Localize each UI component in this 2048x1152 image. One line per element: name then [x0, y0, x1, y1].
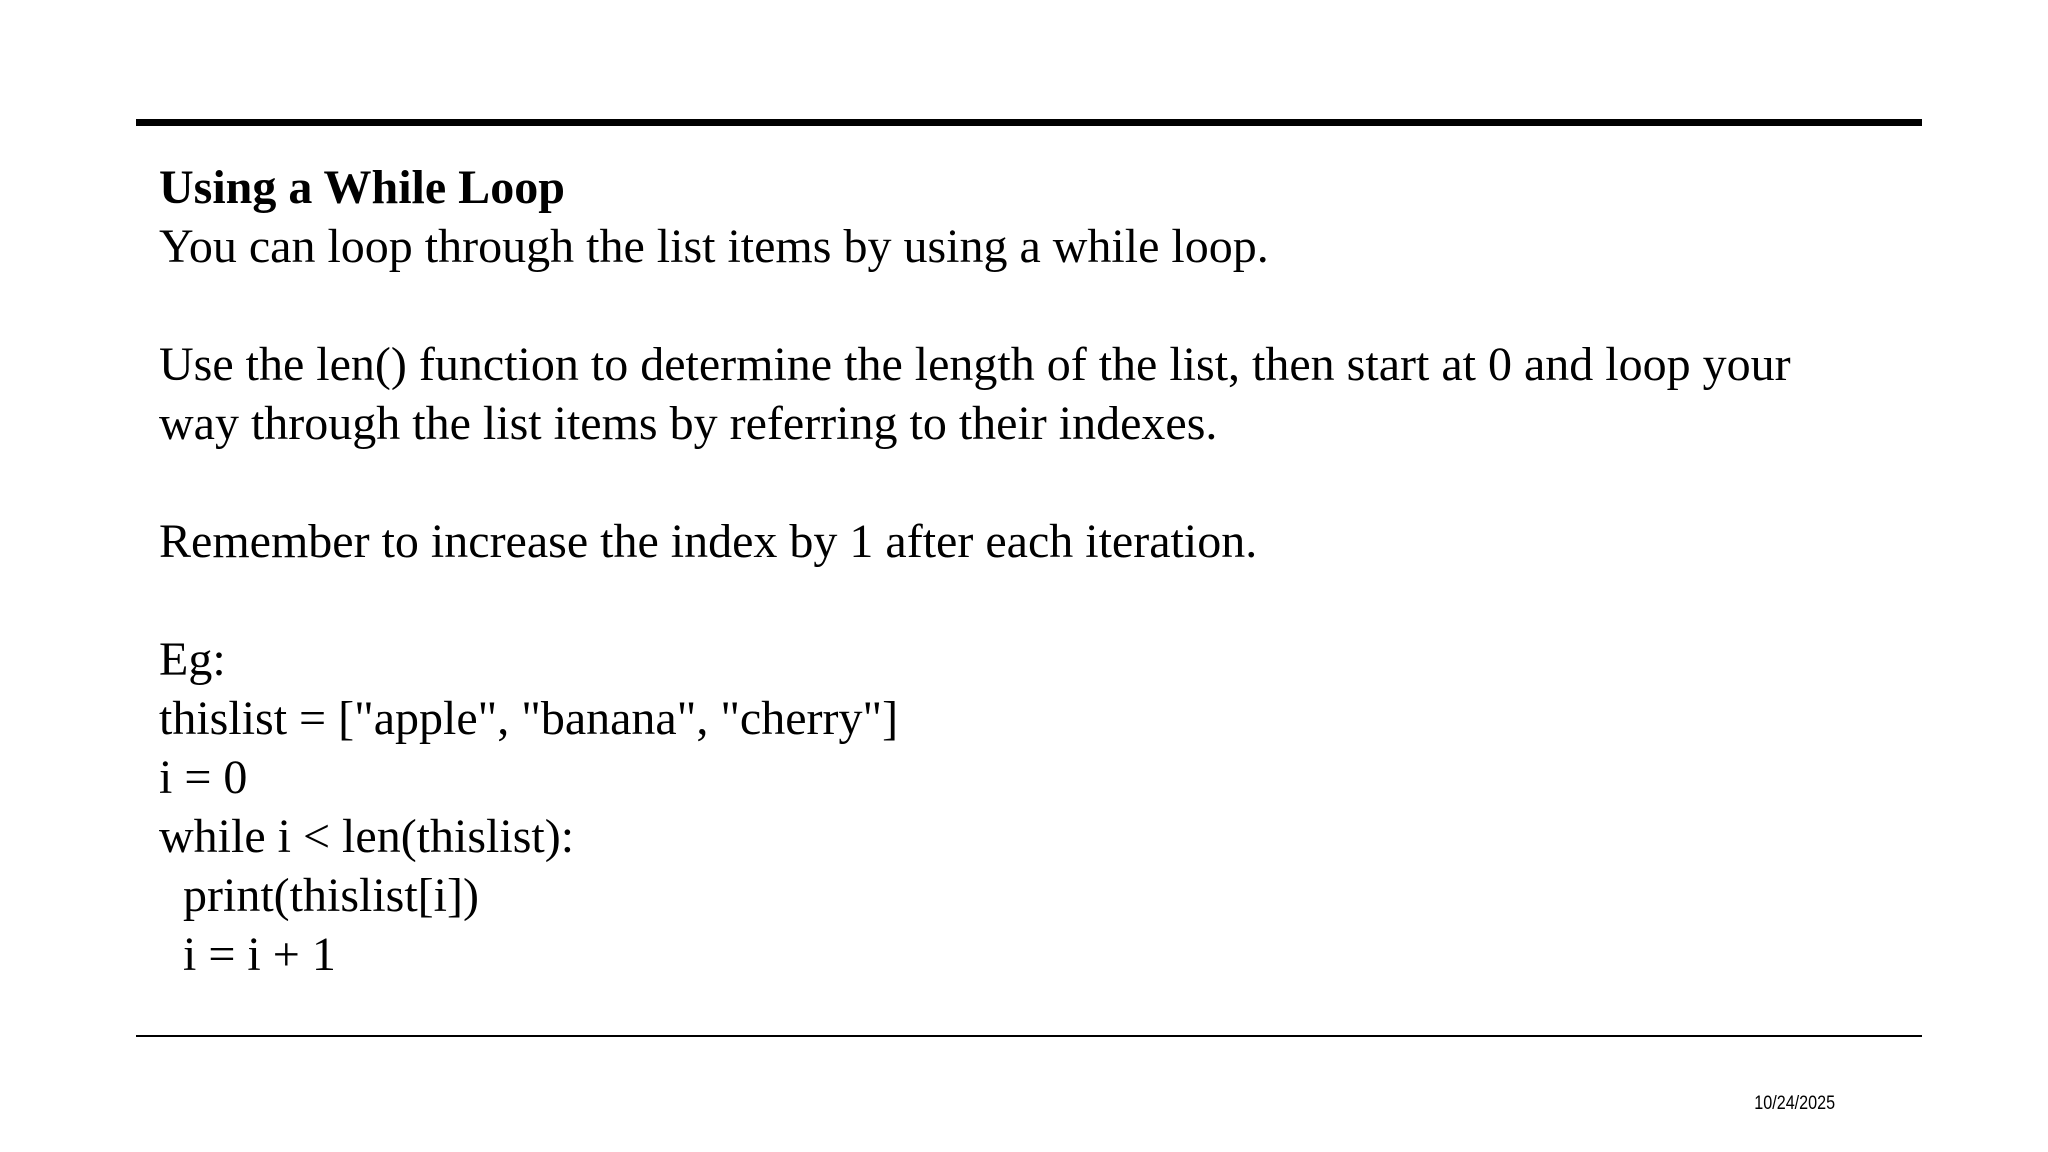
- blank-line: [159, 276, 1919, 335]
- intro-text: You can loop through the list items by using a while loop.: [159, 220, 1269, 273]
- blank-line: [159, 571, 1919, 630]
- code-line: i = i + 1: [159, 928, 336, 981]
- footer-date: 10/24/2025: [1754, 1093, 1835, 1114]
- top-divider: [136, 119, 1922, 126]
- paragraph-line: Use the len() function to determine the length of the list, then start at 0 and loop your: [159, 338, 1791, 391]
- code-line: while i < len(thislist):: [159, 810, 575, 863]
- slide-body: [159, 158, 1919, 984]
- blank-line: [159, 453, 1919, 512]
- slide-heading: Using a While Loop: [159, 161, 565, 214]
- bottom-divider: [136, 1035, 1922, 1037]
- code-line: i = 0: [159, 751, 248, 804]
- code-line: thislist = ["apple", "banana", "cherry"]: [159, 692, 899, 745]
- reminder-text: Remember to increase the index by 1 after each iteration.: [159, 515, 1258, 568]
- paragraph-line: way through the list items by referring to their indexes.: [159, 397, 1218, 450]
- example-label: Eg:: [159, 633, 226, 686]
- code-line: print(thislist[i]): [159, 869, 479, 922]
